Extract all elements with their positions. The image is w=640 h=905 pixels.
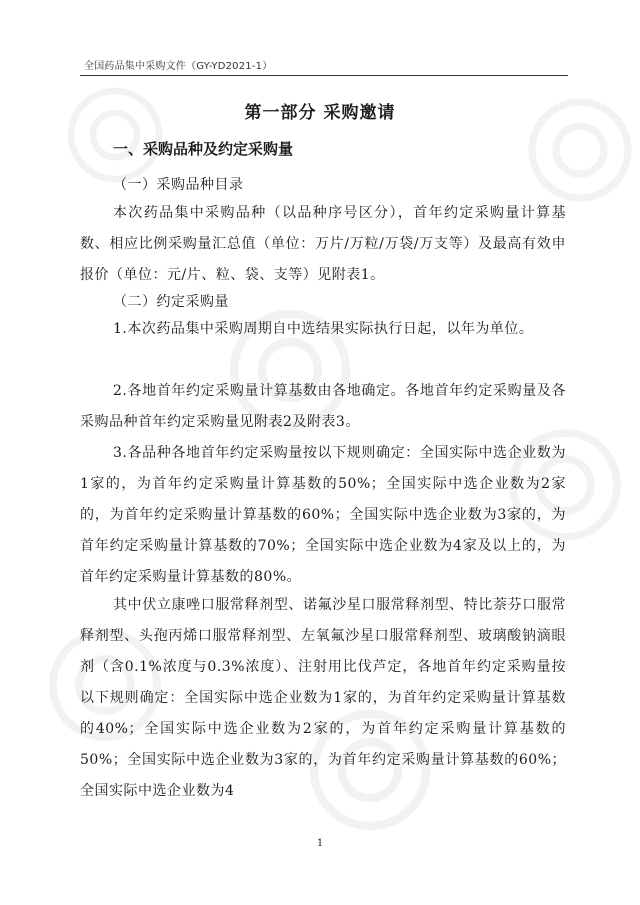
header-divider (80, 75, 568, 76)
paragraph: 本次药品集中采购品种（以品种序号区分），首年约定采购量计算基数、相应比例采购量汇总值（单位：万片/万粒/万袋/万支等）及最高有效申报价（单位：元/片、粒、袋、支等）见附表1。 (80, 205, 566, 283)
section-heading: 一、采购品种及约定采购量 (113, 140, 294, 158)
paragraph: 3.各品种各地首年约定采购量按以下规则确定：全国实际中选企业数为1家的，为首年约定采购量计算基数的50%；全国实际中选企业数为2家的，为首年约定采购量计算基数的60%；全国实际中选企业数为3家的，为首年约定采购量计算基数的70%；全国实际中选企业数为4家及以上的，为首年约定采购量计算基数的80%。 (80, 445, 566, 585)
paragraph: 其中伏立康唑口服常释剂型、诺氟沙星口服常释剂型、特比萘芬口服常释剂型、头孢丙烯口服常释剂型、左氧氟沙星口服常释剂型、玻璃酸钠滴眼剂（含0.1%浓度与0.3%浓度）、注射用比伐芦定，各地首年约定采购量按以下规则确定：全国实际中选企业数为1家的，为首年约定采购量计算基数的40%；全国实际中选企业数为2家的，为首年约定采购量计算基数的50%；全国实际中选企业数为3家的，为首年约定采购量计算基数的60%；全国实际中选企业数为4 (80, 597, 566, 799)
paragraph: 2.各地首年约定采购量计算基数由各地确定。各地首年约定采购量及各采购品种首年约定采购量见附表2及附表3。 (80, 383, 566, 430)
subsection-heading: （一）采购品种目录 (113, 177, 244, 193)
running-header: 全国药品集中采购文件（GY-YD2021-1） (84, 61, 273, 72)
subsection-heading: （二）约定采购量 (113, 294, 229, 310)
paragraph: 1.本次药品集中采购周期自中选结果实际执行日起，以年为单位。 (113, 321, 534, 337)
page-title: 第一部分 采购邀请 (244, 103, 396, 123)
page-number: 1 (316, 838, 324, 849)
